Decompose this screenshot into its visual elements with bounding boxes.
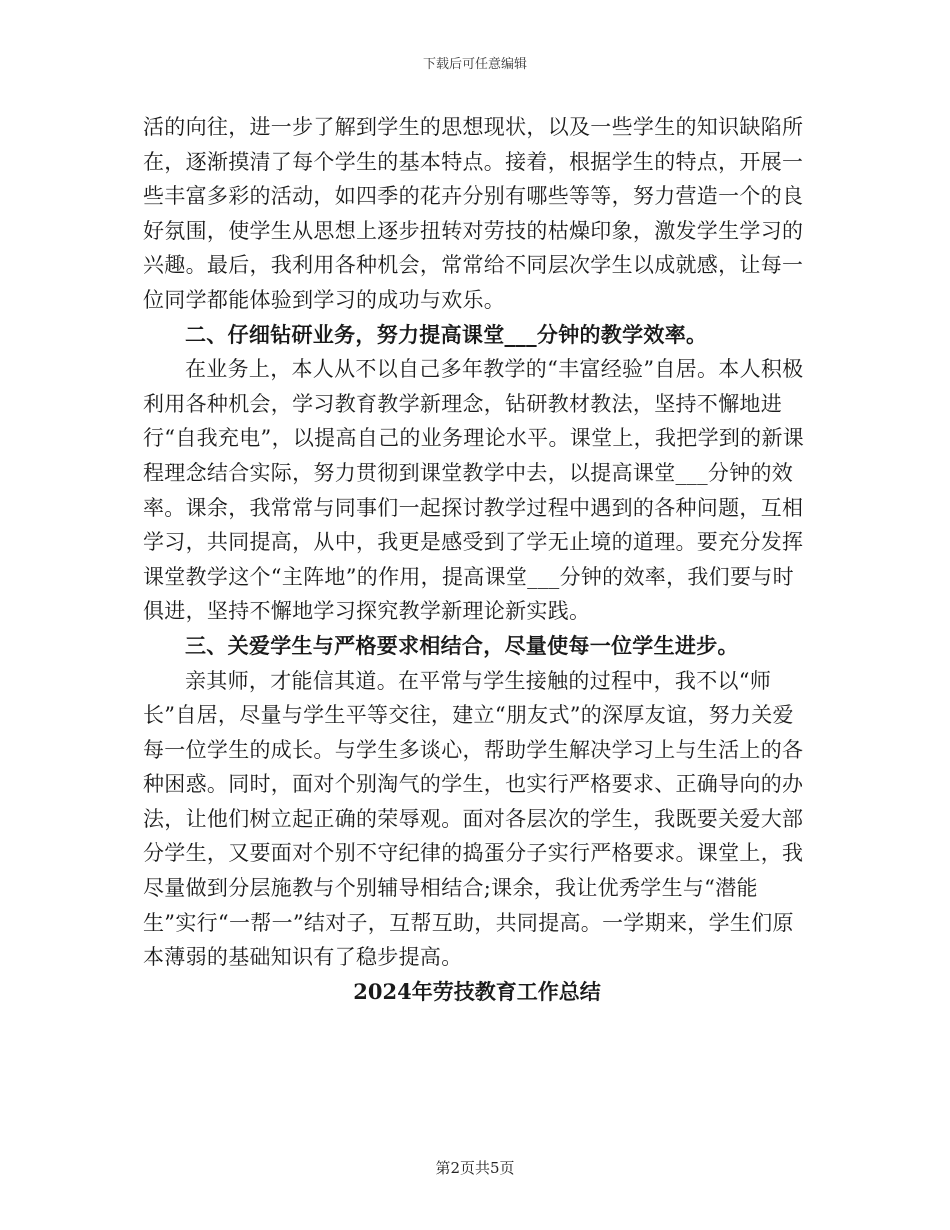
document-body: [143, 110, 811, 1009]
section-heading-2: 二、仔细钻研业务，努力提高课堂___分钟的教学效率。: [185, 321, 708, 347]
paragraph-3: 亲其师，才能信其道。在平常与学生接触的过程中，我不以“师长”自居，尽量与学生平等交往，建立“朋友式”的深厚友谊，努力关爱每一位学生的成长。与学生多谈心，帮助学生解决学习上与生活上的各种困惑。同时，面对个别淘气的学生，也实行严格要求、正确导向的办法，让他们树立起正确的荣辱观。面对各层次的学生，我既要关爱大部分学生，又要面对个别不守纪律的捣蛋分子实行严格要求。课堂上，我尽量做到分层施教与个别辅导相结合;课余，我让优秀学生与“潜能生”实行“一帮一”结对子，互帮互助，共同提高。一学期来，学生们原本薄弱的基础知识有了稳步提高。: [143, 668, 804, 970]
paragraph-2: 在业务上，本人从不以自己多年教学的“丰富经验”自居。本人积极利用各种机会，学习教育教学新理念，钻研教材教法，坚持不懈地进行“自我充电”，以提高自己的业务理论水平。课堂上，我把学到的新课程理念结合实际，努力贯彻到课堂教学中去，以提高课堂___分钟的效率。课余，我常常与同事们一起探讨教学过程中遇到的各种问题，互相学习，共同提高，从中，我更是感受到了学无止境的道理。要充分发挥课堂教学这个“主阵地”的作用，提高课堂___分钟的效率，我们要与时俱进，坚持不懈地学习探究教学新理论新实践。: [143, 357, 805, 624]
document-title: 2024年劳技教育工作总结: [353, 978, 601, 1004]
page-header: 下载后可任意编辑: [422, 57, 527, 72]
section-heading-3: 三、关爱学生与严格要求相结合，尽量使每一位学生进步。: [185, 632, 739, 658]
page-footer: 第2页共5页: [435, 1159, 515, 1177]
paragraph-1: 活的向往，进一步了解到学生的思想现状，以及一些学生的知识缺陷所在，逐渐摸清了每个学生的基本特点。接着，根据学生的特点，开展一些丰富多彩的活动，如四季的花卉分别有哪些等等，努力营造一个的良好氛围，使学生从思想上逐步扭转对劳技的枯燥印象，激发学生学习的兴趣。最后，我利用各种机会，常常给不同层次学生以成就感，让每一位同学都能体验到学习的成功与欢乐。: [143, 115, 804, 312]
